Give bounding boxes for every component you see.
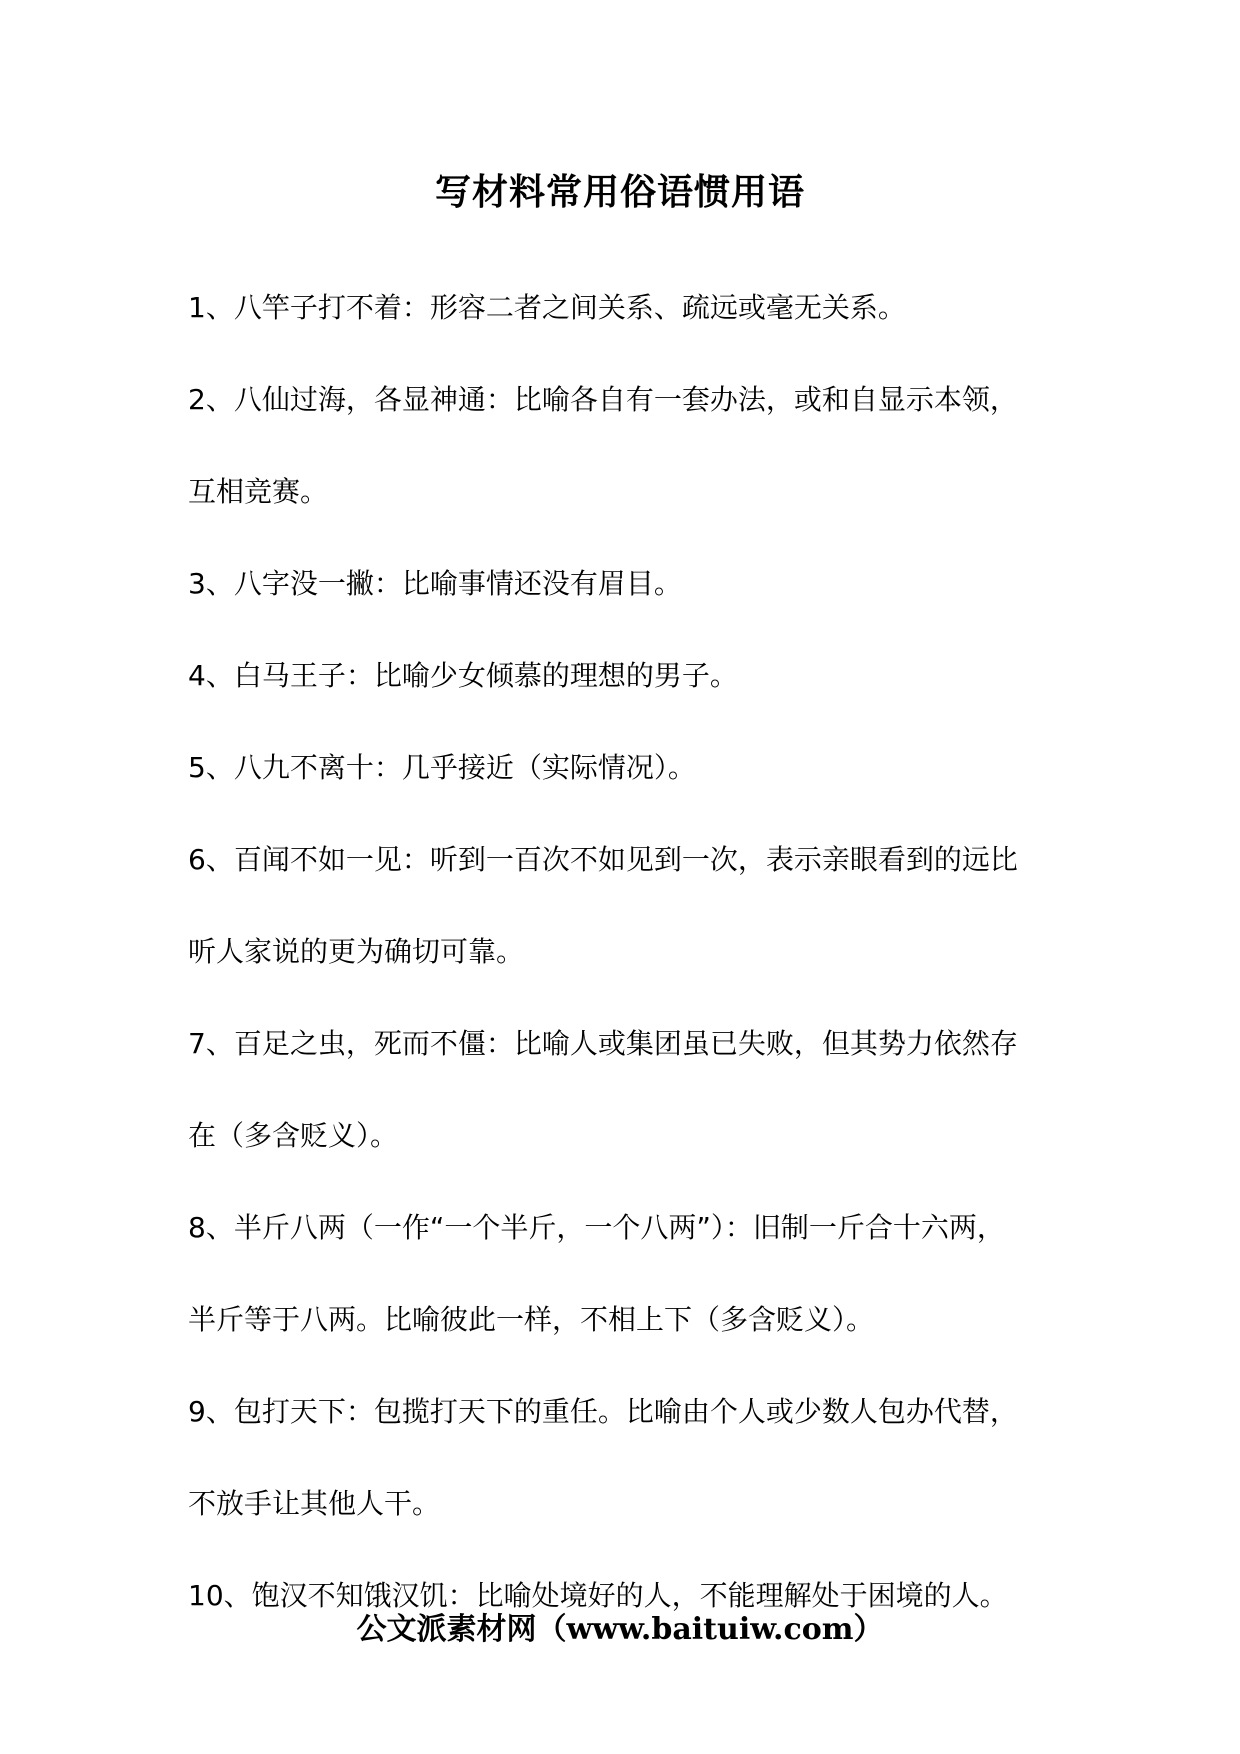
list-line: 8、半斤八两（一作“一个半斤，一个八两”）：旧制一斤合十六两， bbox=[188, 1211, 1005, 1244]
list-line: 半斤等于八两。比喻彼此一样，不相上下（多含贬义）。 bbox=[188, 1303, 875, 1336]
list-line: 5、八九不离十：几乎接近（实际情况）。 bbox=[188, 751, 696, 784]
list-line: 7、百足之虫，死而不僵：比喻人或集团虽已失败，但其势力依然存 bbox=[188, 1027, 1018, 1060]
list-line: 9、包打天下：包揽打天下的重任。比喻由个人或少数人包办代替， bbox=[188, 1395, 1018, 1428]
list-line: 在（多含贬义）。 bbox=[188, 1119, 399, 1152]
list-line: 听人家说的更为确切可靠。 bbox=[188, 935, 525, 968]
list-line: 4、白马王子：比喻少女倾慕的理想的男子。 bbox=[188, 659, 738, 692]
list-line: 3、八字没一撇：比喻事情还没有眉目。 bbox=[188, 567, 682, 600]
document-footer: 公文派素材网（www.baituiw.com） bbox=[356, 1612, 884, 1647]
list-line: 不放手让其他人干。 bbox=[188, 1487, 441, 1520]
idiom-list bbox=[188, 262, 1088, 1642]
list-line: 2、八仙过海，各显神通：比喻各自有一套办法，或和自显示本领， bbox=[188, 383, 1018, 416]
list-line: 6、百闻不如一见：听到一百次不如见到一次，表示亲眼看到的远比 bbox=[188, 843, 1018, 876]
list-line: 互相竞赛。 bbox=[188, 475, 329, 508]
list-line: 1、八竿子打不着：形容二者之间关系、疏远或毫无关系。 bbox=[188, 291, 906, 324]
list-line: 10、饱汉不知饿汉饥：比喻处境好的人，不能理解处于困境的人。 bbox=[188, 1579, 1008, 1612]
document-title: 写材料常用俗语惯用语 bbox=[434, 172, 805, 213]
